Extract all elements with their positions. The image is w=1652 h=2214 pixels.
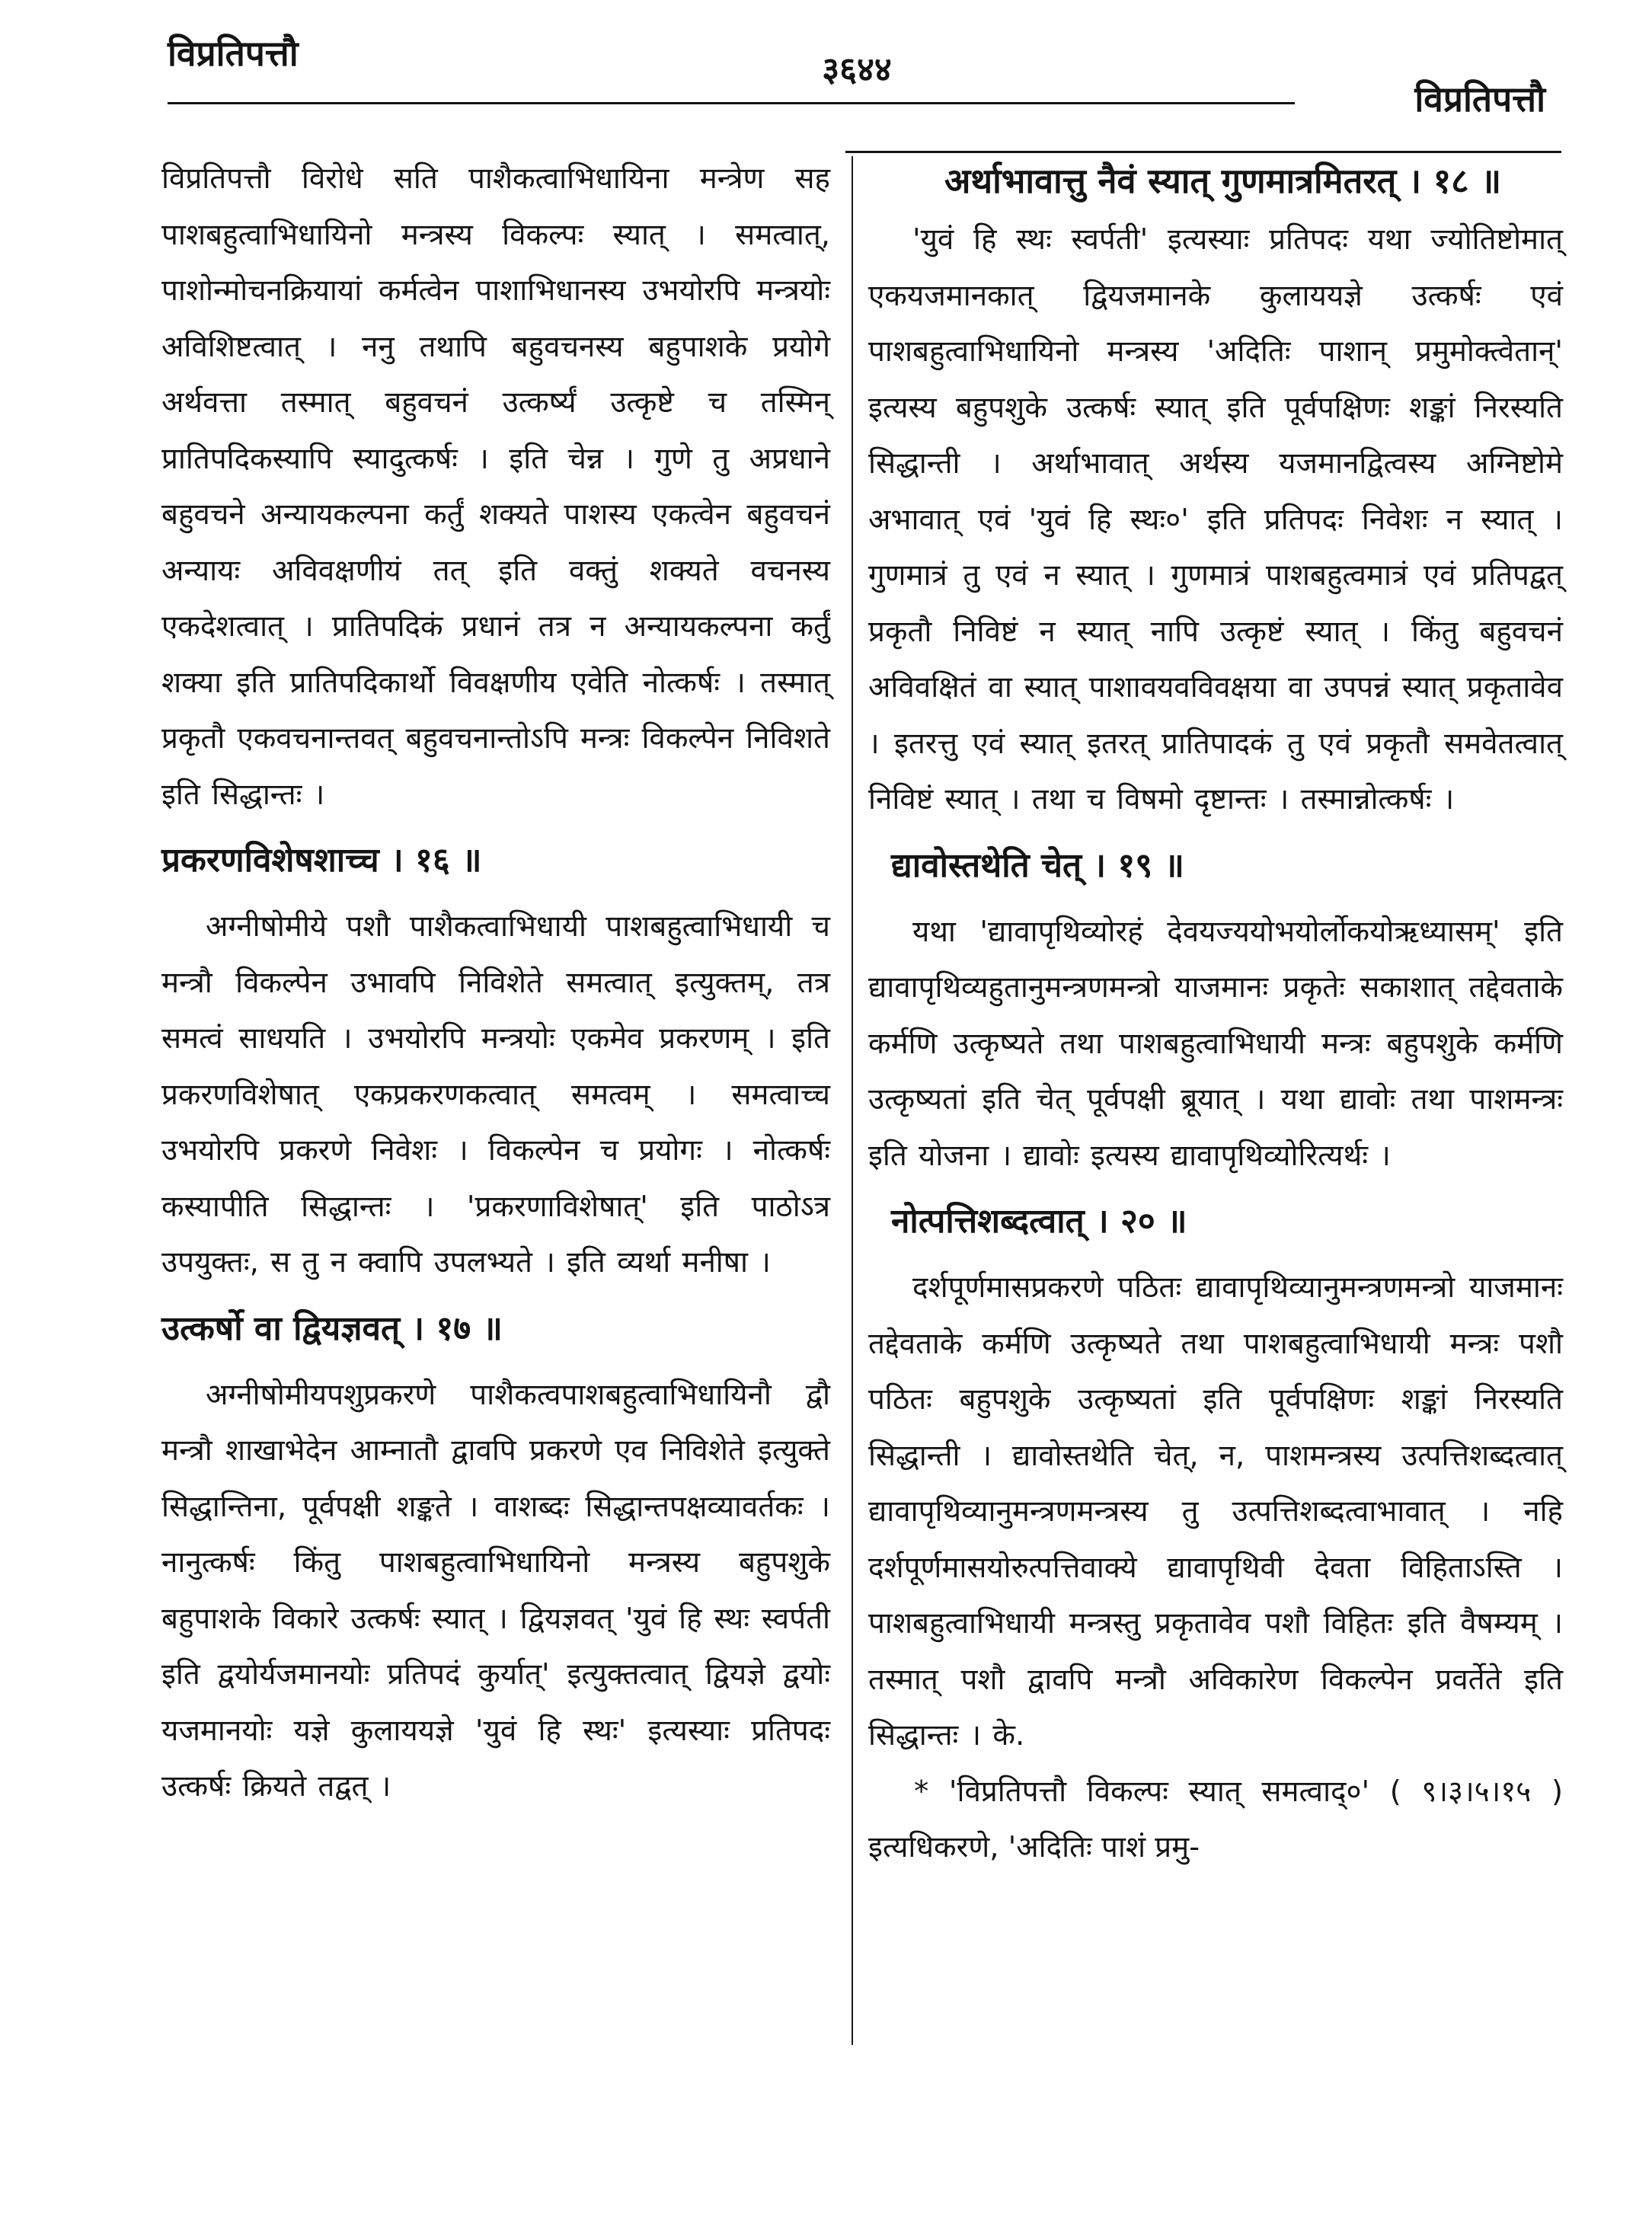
column-divider: [852, 156, 853, 2045]
right-paragraph-3: दर्शपूर्णमासप्रकरणे पठितः द्यावापृथिव्यानुमन्त्रणमन्त्रो याजमानः तद्देवताके कर्मणि उत्कृष्यते तथा पाशबहुत्वाभिधायी मन्त्रः पशौ पठितः बहुपशुके उत्कृष्यतां इति पूर्वपक्षिणः शङ्कां निरस्यति सिद्धान्ती । द्यावोस्तथेति चेत्, न, पाशमन्त्रस्य उत्पत्तिशब्दत्वात् द्यावापृथिव्यानुमन्त्रणमन्त्रस्य तु उत्पत्तिशब्दत्वाभावात् । नहि दर्शपूर्णमासयोरुत्पत्तिवाक्ये द्यावापृथिवी देवता विहिताऽस्ति । पाशबहुत्वाभिधायी मन्त्रस्तु प्रकृतावेव पशौ विहितः इति वैषम्यम् । तस्मात् पशौ द्वावपि मन्त्रौ अविकारेण विकल्पेन प्रवर्तेते इति सिद्धान्तः । के.: [868, 1270, 1563, 1752]
running-head-left: विप्रतिपत्तौ: [168, 33, 299, 74]
page-number: ३६४४: [822, 50, 892, 89]
right-column: [868, 151, 1563, 1876]
header-rule: [168, 102, 1295, 104]
running-head-right: विप्रतिपत्तौ: [1414, 78, 1545, 120]
left-paragraph-1: विप्रतिपत्तौ विरोधे सति पाशैकत्वाभिधायिना मन्त्रेण सह पाशबहुत्वाभिधायिनो मन्त्रस्य विकल्पः स्यात् । समत्वात्, पाशोन्मोचनक्रियायां कर्मत्वेन पाशाभिधानस्य उभयोरपि मन्त्रयोः अविशिष्टत्वात् । ननु तथापि बहुवचनस्य बहुपाशके प्रयोगे अर्थवत्ता तस्मात् बहुवचनं उत्कर्ष्यं उत्कृष्टे च तस्मिन् प्रातिपदिकस्यापि स्यादुत्कर्षः । इति चेन्न । गुणे तु अप्रधाने बहुवचने अन्यायकल्पना कर्तुं शक्यते पाशस्य एकत्वेन बहुवचनं अन्यायः अविवक्षणीयं तत् इति वक्तुं शक्यते वचनस्य एकदेशत्वात् । प्रातिपदिकं प्रधानं तत्र न अन्यायकल्पना कर्तुं शक्या इति प्रातिपदिकार्थो विवक्षणीय एवेति नोत्कर्षः । तस्मात् प्रकृतौ एकवचनान्तवत् बहुवचनान्तोऽपि मन्त्रः विकल्पेन निविशते इति सिद्धान्तः ।: [161, 161, 830, 812]
sutra-heading-16: प्रकरणविशेषशाच्च । १६ ॥: [161, 841, 482, 880]
right-paragraph-1: 'युवं हि स्थः स्वर्पती' इत्यस्याः प्रतिपदः यथा ज्योतिष्टोमात् एकयजमानकात् द्वियजमानके कुलाययज्ञे उत्कर्षः एवं पाशबहुत्वाभिधायिनो मन्त्रस्य 'अदितिः पाशान् प्रमुमोक्त्वेतान्' इत्यस्य बहुपशुके उत्कर्षः स्यात् इति पूर्वपक्षिणः शङ्कां निरस्यति सिद्धान्ती । अर्थाभावात् अर्थस्य यजमानद्वित्वस्य अग्निष्टोमे अभावात् एवं 'युवं हि स्थः०' इति प्रतिपदः निवेशः न स्यात् । गुणमात्रं तु एवं न स्यात् । गुणमात्रं पाशबहुत्वमात्रं एवं प्रतिपद्वत् प्रकृतौ निविष्टं न स्यात् नापि उत्कृष्टं स्यात् । किंतु बहुवचनं अविवक्षितं वा स्यात् पाशावयवविवक्षया वा उपपन्नं स्यात् प्रकृतावेव । इतरत्तु एवं स्यात् इतरत् प्रातिपादकं तु एवं प्रकृतौ समवेतत्वात् निविष्टं स्यात् । तथा च विषमो दृष्टान्तः । तस्मान्नोत्कर्षः ।: [868, 222, 1563, 816]
sutra-heading-20: नोत्पत्तिशब्दत्वात् । २० ॥: [891, 1202, 1187, 1241]
sutra-heading-19: द्यावोस्तथेति चेत् । १९ ॥: [891, 845, 1184, 885]
sutra-heading-18: अर्थाभावात्तु नैवं स्यात् गुणमात्रमितरत् । १८ ॥: [944, 161, 1502, 201]
left-paragraph-2: अग्नीषोमीये पशौ पाशैकत्वाभिधायी पाशबहुत्वाभिधायी च मन्त्रौ विकल्पेन उभावपि निविशेते समत्वात् इत्युक्तम्, तत्र समत्वं साधयति । उभयोरपि मन्त्रयोः एकमेव प्रकरणम् । इति प्रकरणविशेषात् एकप्रकरणकत्वात् समत्वम् । समत्वाच्च उभयोरपि प्रकरणे निवेशः । विकल्पेन च प्रयोगः । नोत्कर्षः कस्यापीति सिद्धान्तः । 'प्रकरणाविशेषात्' इति पाठोऽत्र उपयुक्तः, स तु न क्वापि उपलभ्यते । इति व्यर्था मनीषा ।: [161, 909, 830, 1280]
sutra-heading-17: उत्कर्षो वा द्वियज्ञवत् । १७ ॥: [161, 1308, 503, 1348]
right-paragraph-2: यथा 'द्यावापृथिव्योरहं देवयज्ययोभयोर्लोकयोऋध्यासम्' इति द्यावापृथिव्यहुतानुमन्त्रणमन्त्रो याजमानः प्रकृतेः सकाशात् तद्देवताके कर्मणि उत्कृष्यते तथा पाशबहुत्वाभिधायी मन्त्रः बहुपशुके कर्मणि उत्कृष्यतां इति चेत् पूर्वपक्षी ब्रूयात् । यथा द्यावोः तथा पाशमन्त्रः इति योजना । द्यावोः इत्यस्य द्यावापृथिव्योरित्यर्थः ।: [868, 914, 1563, 1173]
left-paragraph-3: अग्नीषोमीयपशुप्रकरणे पाशैकत्वपाशबहुत्वाभिधायिनौ द्वौ मन्त्रौ शाखाभेदेन आम्नातौ द्वावपि प्रकरणे एव निविशेते इत्युक्ते सिद्धान्तिना, पूर्वपक्षी शङ्कते । वाशब्दः सिद्धान्तपक्षव्यावर्तकः । नानुत्कर्षः किंतु पाशबहुत्वाभिधायिनो मन्त्रस्य बहुपशुके बहुपाशके विकारे उत्कर्षः स्यात् । द्वियज्ञवत् 'युवं हि स्थः स्वर्पती इति द्वयोर्यजमानयोः प्रतिपदं कुर्यात्' इत्युक्तत्वात् द्वियज्ञे द्वयोः यजमानयोः यज्ञे कुलाययज्ञे 'युवं हि स्थः' इत्यस्याः प्रतिपदः उत्कर्षः क्रियते तद्वत् ।: [161, 1377, 830, 1803]
footnote: * 'विप्रतिपत्तौ विकल्पः स्यात् समत्वाद्०' ( ९।३।५।१५ ) इत्यधिकरणे, 'अदितिः पाशं प्रमु-: [868, 1774, 1563, 1864]
left-column: [161, 151, 830, 1815]
